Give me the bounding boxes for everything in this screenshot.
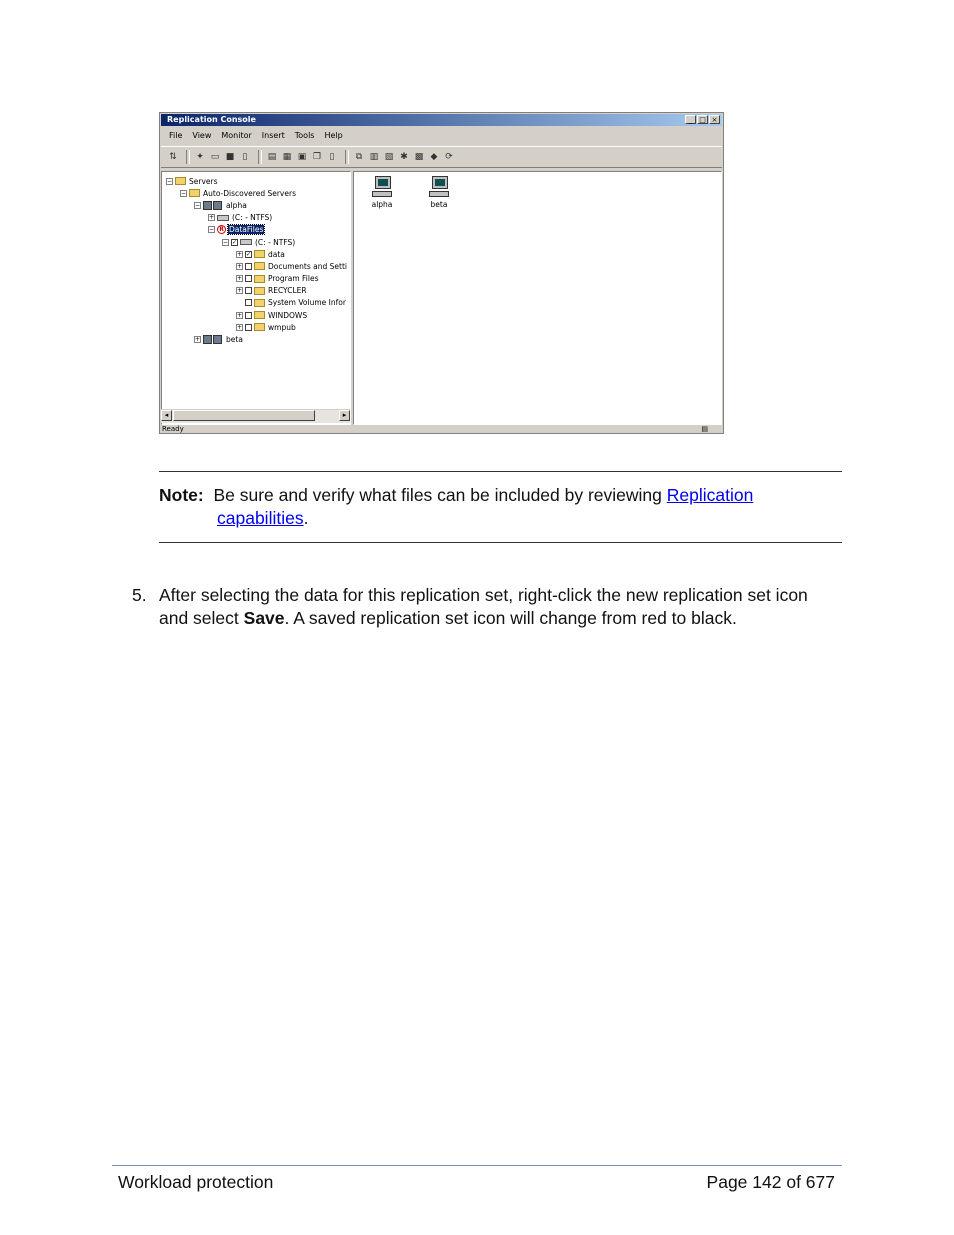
computer-icon xyxy=(429,176,449,198)
replication-capabilities-link-cont[interactable]: capabilities xyxy=(217,508,304,528)
server-properties-icon[interactable]: ▦ xyxy=(282,152,292,162)
toolbar-separator xyxy=(258,150,262,164)
tree-checkbox[interactable] xyxy=(245,324,252,331)
replication-capabilities-link[interactable]: Replication xyxy=(666,485,754,505)
tree-checkbox[interactable] xyxy=(245,263,252,270)
tree-node-label: Program Files xyxy=(268,274,319,284)
tree-node-label: RECYCLER xyxy=(268,286,307,296)
properties-icon[interactable]: ▤ xyxy=(267,152,277,162)
computer-icon xyxy=(372,176,392,198)
folder-icon xyxy=(254,275,265,283)
scroll-left-button[interactable]: ◂ xyxy=(161,410,172,421)
toolbar-separator xyxy=(186,150,190,164)
expand-icon[interactable]: + xyxy=(237,323,243,331)
tree-horizontal-scrollbar[interactable] xyxy=(161,409,350,423)
tree-node-label: DataFiles xyxy=(229,225,264,235)
tree-node[interactable] xyxy=(162,224,350,236)
note-bottom-rule xyxy=(159,542,842,543)
tree-checkbox[interactable] xyxy=(245,287,252,294)
drive-icon xyxy=(217,215,229,221)
collapse-icon[interactable]: − xyxy=(195,201,201,209)
server-beta-label: beta xyxy=(430,200,448,209)
tree-node[interactable] xyxy=(162,175,350,187)
tree-node[interactable] xyxy=(162,297,350,309)
expand-icon[interactable]: + xyxy=(209,214,215,222)
step-text-a: After selecting the data for this replication set, right-click the new replication set icon and select xyxy=(159,585,808,628)
server-tree xyxy=(162,172,350,346)
copy-icon[interactable]: ❐ xyxy=(312,152,322,162)
tree-node-label: System Volume Infor xyxy=(268,298,346,308)
new-icon[interactable]: ✦ xyxy=(196,152,204,162)
folder-icon xyxy=(254,311,265,319)
menu-help[interactable]: Help xyxy=(324,131,343,140)
note-top-rule xyxy=(159,471,842,472)
resize-grip-icon[interactable]: ▤ xyxy=(701,425,708,433)
tree-node-label: (C: - NTFS) xyxy=(232,213,273,223)
pause-icon[interactable]: ◆ xyxy=(430,152,438,162)
open-icon[interactable]: ▭ xyxy=(210,152,220,162)
tree-line-icon xyxy=(236,299,243,306)
note-block xyxy=(159,484,842,530)
delete-icon[interactable]: ▯ xyxy=(242,152,248,162)
document-icon[interactable]: ▯ xyxy=(329,152,335,162)
note-label: Note: xyxy=(159,485,204,505)
folder-icon xyxy=(254,323,265,331)
menu-monitor[interactable]: Monitor xyxy=(221,131,252,140)
menu-bar xyxy=(161,129,722,143)
restore-icon[interactable]: ▧ xyxy=(384,152,394,162)
expand-icon[interactable]: + xyxy=(237,262,243,270)
toolbar xyxy=(161,146,722,168)
folder-icon xyxy=(254,287,265,295)
tree-node[interactable] xyxy=(162,248,350,260)
folder-icon xyxy=(254,299,265,307)
server-list-pane[interactable] xyxy=(353,171,722,425)
folder-icon xyxy=(254,262,265,270)
server-icon xyxy=(203,335,212,344)
window-title: Replication Console xyxy=(167,115,256,124)
collapse-icon[interactable]: − xyxy=(167,177,173,185)
scroll-thumb[interactable] xyxy=(173,410,315,421)
tree-node[interactable] xyxy=(162,236,350,248)
tree-checkbox[interactable] xyxy=(245,275,252,282)
tree-node-label: data xyxy=(268,249,285,259)
mirror-icon[interactable]: ⧉ xyxy=(355,152,363,162)
server-alpha-label: alpha xyxy=(371,200,393,209)
tree-node[interactable] xyxy=(162,260,350,272)
title-bar xyxy=(161,114,722,126)
menu-view[interactable]: View xyxy=(192,131,212,140)
tree-node-label: WINDOWS xyxy=(268,310,308,320)
maximize-button[interactable]: □ xyxy=(697,115,708,124)
failover-icon[interactable]: ✱ xyxy=(400,152,408,162)
tree-node[interactable] xyxy=(162,187,350,199)
tree-node[interactable] xyxy=(162,212,350,224)
replicate-icon[interactable]: ▥ xyxy=(369,152,379,162)
tree-checkbox[interactable]: ✓ xyxy=(232,238,238,246)
menu-tools[interactable]: Tools xyxy=(294,131,315,140)
step-text-b: . A saved replication set icon will change from red to black. xyxy=(284,608,737,628)
tree-node-label: wmpub xyxy=(268,322,296,332)
tree-node-label: alpha xyxy=(226,200,247,210)
tree-node[interactable] xyxy=(162,321,350,333)
drive-checked-icon xyxy=(240,239,252,245)
step-text xyxy=(159,584,839,630)
status-text: Ready xyxy=(162,425,184,433)
expand-icon[interactable]: + xyxy=(195,336,201,344)
menu-insert[interactable]: Insert xyxy=(261,131,285,140)
server-tree-pane[interactable] xyxy=(161,171,351,425)
folder-icon xyxy=(175,177,186,185)
folder-icon[interactable]: ▣ xyxy=(297,152,307,162)
connect-icon[interactable]: ⇅ xyxy=(169,152,177,162)
server-alpha-item[interactable] xyxy=(364,176,400,209)
expand-icon[interactable]: + xyxy=(237,287,243,295)
menu-file[interactable]: File xyxy=(169,131,183,140)
expand-icon[interactable]: + xyxy=(237,275,243,283)
tree-checkbox[interactable] xyxy=(245,299,252,306)
collapse-icon[interactable]: − xyxy=(209,226,215,234)
note-text: Be sure and verify what files can be included by reviewing xyxy=(213,485,662,505)
note-period: . xyxy=(303,508,309,528)
tree-node[interactable] xyxy=(162,333,350,345)
tree-node[interactable] xyxy=(162,273,350,285)
footer-page-number: Page 142 of 677 xyxy=(706,1172,835,1192)
close-button[interactable]: × xyxy=(709,115,720,124)
collapse-icon[interactable]: − xyxy=(223,238,229,246)
monitor-icon[interactable]: ▩ xyxy=(414,152,424,162)
server-beta-item[interactable] xyxy=(421,176,457,209)
tree-checkbox[interactable]: ✓ xyxy=(246,250,252,258)
replication-set-icon: R xyxy=(217,225,226,234)
tree-node-label: Auto-Discovered Servers xyxy=(203,188,296,198)
tree-node[interactable] xyxy=(162,285,350,297)
server-status-icon xyxy=(213,201,222,210)
folder-icon xyxy=(189,189,200,197)
server-icon xyxy=(203,201,212,210)
tree-node-label: Servers xyxy=(189,176,218,186)
save-keyword: Save xyxy=(243,608,285,628)
scroll-right-button[interactable]: ▸ xyxy=(339,410,350,421)
toolbar-separator xyxy=(345,150,349,164)
tree-node[interactable] xyxy=(162,199,350,211)
status-bar xyxy=(161,425,722,434)
server-status-icon xyxy=(213,335,222,344)
tree-node-label: Documents and Setti xyxy=(268,261,347,271)
expand-icon[interactable]: + xyxy=(237,250,243,258)
replication-console-window xyxy=(159,112,724,434)
minimize-button[interactable]: _ xyxy=(685,115,696,124)
tree-node-label: (C: - NTFS) xyxy=(255,237,296,247)
refresh-icon[interactable]: ⟳ xyxy=(445,152,453,162)
tree-node[interactable] xyxy=(162,309,350,321)
tree-checkbox[interactable] xyxy=(245,312,252,319)
tree-node-label: beta xyxy=(226,335,243,345)
save-icon[interactable]: ■ xyxy=(225,152,235,162)
expand-icon[interactable]: + xyxy=(237,311,243,319)
collapse-icon[interactable]: − xyxy=(181,189,187,197)
footer-rule xyxy=(112,1165,842,1166)
step-number: 5. xyxy=(132,585,147,605)
folder-icon xyxy=(254,250,265,258)
footer-section-title: Workload protection xyxy=(118,1172,274,1192)
